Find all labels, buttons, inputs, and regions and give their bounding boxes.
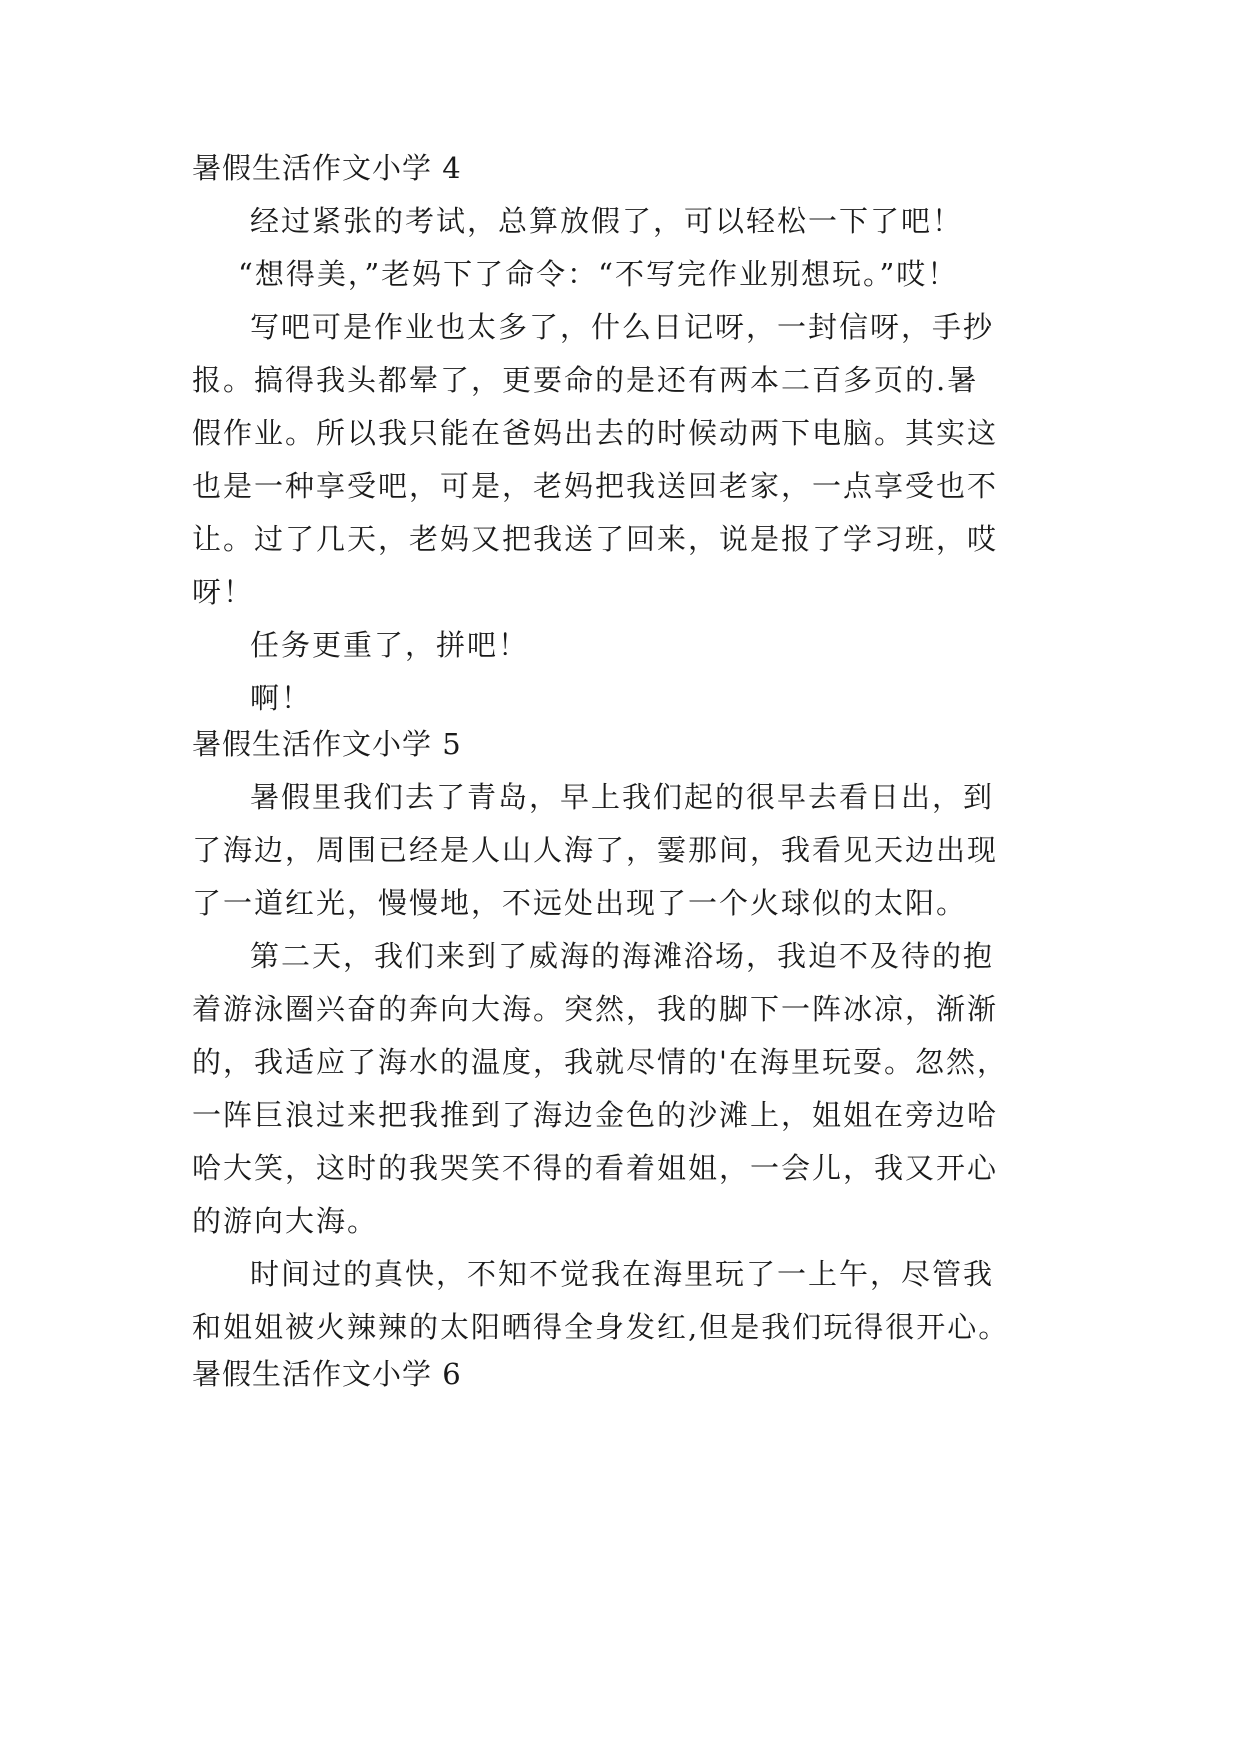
paragraph-line: 着游泳圈兴奋的奔向大海。突然，我的脚下一阵冰凉，渐渐 [192, 992, 999, 1026]
paragraph-line: 暑假里我们去了青岛，早上我们起的很早去看日出，到 [250, 780, 995, 814]
paragraph-line: 报。搞得我头都晕了，更要命的是还有两本二百多页的.暑 [192, 363, 979, 397]
paragraph-line: 时间过的真快，不知不觉我在海里玩了一上午，尽管我 [250, 1257, 995, 1291]
paragraph-line: 第二天，我们来到了威海的海滩浴场，我迫不及待的抱 [250, 939, 995, 973]
paragraph-line: 的，我适应了海水的温度，我就尽情的'在海里玩耍。忽然， [192, 1045, 1008, 1079]
paragraph-line: 让。过了几天，老妈又把我送了回来，说是报了学习班，哎 [192, 522, 999, 556]
paragraph-line: 哈大笑，这时的我哭笑不得的看着姐姐，一会儿，我又开心 [192, 1151, 999, 1185]
paragraph-line: 和姐姐被火辣辣的太阳晒得全身发红,但是我们玩得很开心。 [192, 1310, 1010, 1344]
section-title: 暑假生活作文小学 4 [192, 151, 462, 185]
paragraph-line: 假作业。所以我只能在爸妈出去的时候动两下电脑。其实这 [192, 416, 999, 450]
paragraph-line: 一阵巨浪过来把我推到了海边金色的沙滩上，姐姐在旁边哈 [192, 1098, 999, 1132]
paragraph-line: 啊！ [250, 681, 313, 715]
paragraph-line: “想得美，”老妈下了命令：“不写完作业别想玩。”哎！ [238, 257, 959, 291]
section-title: 暑假生活作文小学 6 [192, 1357, 462, 1391]
paragraph-line: 呀！ [192, 575, 255, 609]
section-title: 暑假生活作文小学 5 [192, 727, 462, 761]
paragraph-line: 了海边，周围已经是人山人海了，霎那间，我看见天边出现 [192, 833, 999, 867]
paragraph-line: 写吧可是作业也太多了，什么日记呀，一封信呀，手抄 [250, 310, 995, 344]
paragraph-line: 也是一种享受吧，可是，老妈把我送回老家，一点享受也不 [192, 469, 999, 503]
paragraph-line: 任务更重了，拼吧！ [250, 628, 530, 662]
paragraph-line: 的游向大海。 [192, 1204, 379, 1238]
paragraph-line: 经过紧张的考试，总算放假了，可以轻松一下了吧！ [250, 204, 964, 238]
paragraph-line: 了一道红光，慢慢地，不远处出现了一个火球似的太阳。 [192, 886, 968, 920]
